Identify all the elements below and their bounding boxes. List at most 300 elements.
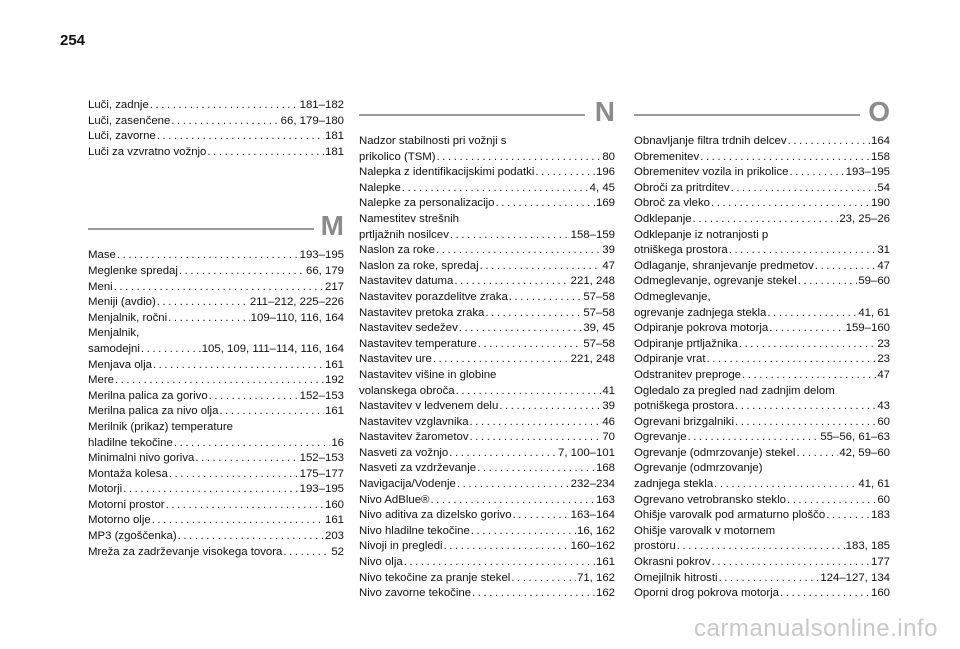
section-divider bbox=[634, 114, 860, 116]
dot-leader bbox=[449, 446, 557, 462]
index-entry-heading-line: Odmeglevanje, bbox=[634, 290, 711, 303]
dot-leader bbox=[712, 555, 870, 571]
index-entry-pages: 211–212, 225–226 bbox=[249, 296, 344, 309]
page-number: 254 bbox=[60, 32, 86, 49]
index-entry bbox=[88, 467, 344, 483]
index-entry-heading-line: Ogrevanje (odmrzovanje) bbox=[634, 462, 763, 475]
index-entry-pages: 163 bbox=[595, 493, 615, 506]
section-letter-m: M bbox=[320, 210, 344, 242]
index-entry-pages: 232–234 bbox=[570, 478, 615, 491]
index-entry-pages: 41, 61 bbox=[858, 478, 890, 491]
dot-leader bbox=[742, 368, 876, 384]
index-entry-pages: 57–58 bbox=[583, 290, 615, 303]
dot-leader bbox=[769, 321, 844, 337]
index-entry-pages: 181 bbox=[324, 130, 344, 143]
dot-leader bbox=[478, 337, 583, 353]
index-entry-pages: 190 bbox=[870, 197, 890, 210]
dot-leader bbox=[171, 114, 279, 130]
index-entry-title: Nalepke za personalizacijo bbox=[359, 197, 495, 210]
index-entry bbox=[634, 368, 890, 384]
dot-leader bbox=[472, 586, 595, 602]
index-entry-pages: 66, 179–180 bbox=[280, 114, 344, 127]
index-entry bbox=[359, 352, 615, 368]
index-entry-pages: 163–164 bbox=[570, 509, 615, 522]
dot-leader bbox=[157, 129, 324, 145]
dot-leader bbox=[815, 259, 876, 275]
index-entry-pages: 183 bbox=[870, 509, 890, 522]
index-entry-title: Nivo tekočine za pranje stekel bbox=[359, 571, 511, 584]
index-entry-title: Nastavitev pretoka zraka bbox=[359, 306, 485, 319]
dot-leader bbox=[141, 342, 201, 358]
dot-leader bbox=[207, 145, 324, 161]
index-entry bbox=[359, 259, 615, 275]
index-entry-pages: 46 bbox=[602, 415, 615, 428]
index-entry bbox=[634, 165, 890, 181]
index-entry bbox=[88, 145, 344, 161]
index-entry bbox=[359, 337, 615, 353]
dot-leader bbox=[436, 243, 601, 259]
dot-leader bbox=[115, 373, 324, 389]
index-entry-pages: 160 bbox=[324, 498, 344, 511]
index-entry-title: Nastavitev temperature bbox=[359, 337, 477, 350]
section-header-o bbox=[634, 98, 890, 130]
index-entry bbox=[88, 248, 344, 264]
dot-leader bbox=[707, 352, 877, 368]
index-entry-pages: 164 bbox=[870, 135, 890, 147]
index-entry-title: Ogrevanje (odmrzovanje) stekel bbox=[634, 446, 796, 459]
dot-leader bbox=[789, 165, 844, 181]
index-entry bbox=[359, 290, 615, 306]
index-entry-title: Naslon za roke bbox=[359, 244, 435, 257]
dot-leader bbox=[152, 513, 324, 529]
index-entry-pages: 57–58 bbox=[583, 306, 615, 319]
dot-leader bbox=[719, 571, 820, 587]
index-entry-title: Motorno olje bbox=[88, 514, 151, 527]
index-entry bbox=[359, 586, 615, 602]
index-entry bbox=[88, 420, 344, 451]
index-entry-title: Odlaganje, shranjevanje predmetov bbox=[634, 259, 814, 272]
index-entry-heading-line: Menjalnik, bbox=[88, 327, 140, 340]
index-entry-title: Odstranitev preproge bbox=[634, 368, 742, 381]
index-entry-title: Meni bbox=[88, 280, 113, 293]
dot-leader bbox=[735, 415, 876, 431]
dot-leader bbox=[688, 430, 820, 446]
index-entry-title: Ogrevani brizgalniki bbox=[634, 415, 735, 428]
dot-leader bbox=[499, 399, 601, 415]
index-entry bbox=[88, 114, 344, 130]
index-entry-pages: 181 bbox=[324, 145, 344, 158]
dot-leader bbox=[457, 477, 570, 493]
dot-leader bbox=[731, 181, 877, 197]
index-entry-title: Nastavitev datuma bbox=[359, 275, 454, 288]
dot-leader bbox=[153, 358, 324, 374]
section-header-n bbox=[359, 98, 615, 130]
index-entry-title: otniškega prostora bbox=[634, 244, 728, 257]
index-entry-pages: 221, 248 bbox=[570, 353, 615, 366]
dot-leader bbox=[513, 508, 570, 524]
index-entry-pages: 160 bbox=[870, 587, 890, 600]
dot-leader bbox=[729, 243, 877, 259]
index-entry-pages: 16, 162 bbox=[576, 524, 615, 537]
index-entry bbox=[634, 493, 890, 509]
index-entry-title: Ogrevanje bbox=[634, 431, 687, 444]
index-entry-title: Nivoji in pregledi bbox=[359, 540, 443, 553]
dot-leader bbox=[511, 571, 576, 587]
index-entry-pages: 16 bbox=[331, 436, 344, 449]
index-entry-pages: 23, 25–26 bbox=[839, 212, 890, 225]
index-entry-pages: 193–195 bbox=[299, 249, 344, 262]
index-entry-title: Navigacija/Vodenje bbox=[359, 478, 456, 491]
index-entry bbox=[634, 352, 890, 368]
index-entry bbox=[359, 306, 615, 322]
index-entry-title: Nalepka z identifikacijskimi podatki bbox=[359, 166, 535, 179]
index-entry bbox=[359, 196, 615, 212]
index-entry-pages: 47 bbox=[877, 368, 890, 381]
index-entry-heading-line: Namestitev strešnih bbox=[359, 212, 460, 225]
index-entry-title: Odmeglevanje, ogrevanje stekel bbox=[634, 275, 797, 288]
index-entry-title: Omejilnik hitrosti bbox=[634, 571, 718, 584]
index-entry bbox=[359, 508, 615, 524]
index-entry-title: zadnjega stekla bbox=[634, 478, 714, 491]
index-entry-title: Mere bbox=[88, 374, 114, 387]
dot-leader bbox=[168, 311, 250, 327]
dot-leader bbox=[437, 150, 602, 166]
index-entry-pages: 54 bbox=[877, 181, 890, 194]
index-entry-title: Luči, zavorne bbox=[88, 130, 156, 143]
index-entry-title: Nastavitev vzglavnika bbox=[359, 415, 469, 428]
index-entry-pages: 57–58 bbox=[583, 337, 615, 350]
index-entry-pages: 168 bbox=[595, 462, 615, 475]
index-entry bbox=[359, 368, 615, 399]
index-entry-title: Odpiranje pokrova motorja bbox=[634, 322, 769, 335]
dot-leader bbox=[174, 436, 330, 452]
index-entry bbox=[634, 290, 890, 321]
index-entry-heading-line: Merilnik (prikaz) temperature bbox=[88, 420, 233, 433]
index-entry-title: Nivo AdBlue® bbox=[359, 493, 430, 506]
index-entry bbox=[88, 451, 344, 467]
index-entry bbox=[88, 513, 344, 529]
index-entry bbox=[634, 150, 890, 166]
index-entry-pages: 193–195 bbox=[299, 483, 344, 496]
index-entry bbox=[88, 358, 344, 374]
dot-leader bbox=[485, 306, 582, 322]
index-entry bbox=[359, 493, 615, 509]
index-entry-title: Nasveti za vzdrževanje bbox=[359, 462, 477, 475]
index-entry-pages: 124–127, 134 bbox=[820, 571, 890, 584]
index-entry bbox=[88, 482, 344, 498]
dot-leader bbox=[711, 196, 870, 212]
index-entry bbox=[88, 498, 344, 514]
index-entry bbox=[88, 326, 344, 357]
index-entry bbox=[634, 461, 890, 492]
index-entry-title: Ogrevano vetrobransko steklo bbox=[634, 493, 786, 506]
dot-leader bbox=[454, 274, 569, 290]
index-entry-title: Nivo aditiva za dizelsko gorivo bbox=[359, 509, 512, 522]
index-entry-title: MP3 (zgoščenka) bbox=[88, 530, 177, 543]
index-entry-pages: 59–60 bbox=[858, 275, 890, 288]
index-entry-title: Menjalnik, ročni bbox=[88, 311, 168, 324]
watermark: carmanualsonline.info bbox=[694, 615, 938, 642]
index-entry-title: Mase bbox=[88, 249, 116, 262]
index-entry-title: Nastavitev ure bbox=[359, 353, 432, 366]
index-entry bbox=[88, 545, 344, 561]
index-entry bbox=[634, 446, 890, 462]
section-header-m bbox=[88, 212, 344, 244]
index-entry-pages: 70 bbox=[602, 431, 615, 444]
index-entry-title: Odpiranje vrat bbox=[634, 353, 706, 366]
index-entry-title: ogrevanje zadnjega stekla bbox=[634, 306, 767, 319]
index-entry-title: Obroč za vleko bbox=[634, 197, 710, 210]
index-entry-pages: 31 bbox=[877, 244, 890, 257]
index-entry-pages: 105, 109, 111–114, 116, 164 bbox=[201, 342, 344, 355]
index-entry-title: Montaža kolesa bbox=[88, 467, 168, 480]
section-divider bbox=[359, 114, 585, 116]
index-entry-pages: 196 bbox=[595, 166, 615, 179]
index-entry-title: Naslon za roke, spredaj bbox=[359, 259, 479, 272]
index-entry-title: Merilna palica za nivo olja bbox=[88, 405, 219, 418]
dot-leader bbox=[404, 555, 595, 571]
dot-leader bbox=[700, 150, 870, 166]
index-entry-title: Obremenitev bbox=[634, 150, 700, 163]
dot-leader bbox=[496, 196, 595, 212]
index-entry-title: Meglenke spredaj bbox=[88, 264, 178, 277]
index-entry-heading-line: Nadzor stabilnosti pri vožnji s bbox=[359, 135, 507, 147]
index-entry-pages: 161 bbox=[324, 405, 344, 418]
dot-leader bbox=[471, 524, 576, 540]
index-entry-pages: 7, 100–101 bbox=[557, 446, 615, 459]
index-entry-pages: 161 bbox=[595, 556, 615, 569]
dot-leader bbox=[166, 498, 324, 514]
index-entry bbox=[359, 274, 615, 290]
index-entry-title: volanskega obroča bbox=[359, 384, 455, 397]
index-entry-title: prostoru bbox=[634, 540, 676, 553]
index-entry bbox=[359, 539, 615, 555]
index-entry-pages: 217 bbox=[324, 280, 344, 293]
dot-leader bbox=[787, 493, 876, 509]
section-letter-n: N bbox=[594, 96, 615, 127]
index-entry-title: Nasveti za vožnjo bbox=[359, 446, 449, 459]
index-entry-pages: 71, 162 bbox=[576, 571, 615, 584]
index-entry-pages: 4, 45 bbox=[589, 181, 615, 194]
dot-leader bbox=[677, 539, 845, 555]
index-entry-title: Obroči za pritrditev bbox=[634, 181, 730, 194]
dot-leader bbox=[123, 482, 298, 498]
index-entry bbox=[634, 555, 890, 571]
entries-o-section bbox=[634, 134, 890, 602]
index-entry bbox=[88, 129, 344, 145]
dot-leader bbox=[826, 508, 870, 524]
index-entry-title: Motorji bbox=[88, 483, 123, 496]
index-entry-pages: 47 bbox=[877, 259, 890, 272]
index-entry bbox=[634, 384, 890, 415]
index-entry-pages: 152–153 bbox=[299, 389, 344, 402]
index-entry-pages: 39 bbox=[602, 244, 615, 257]
index-entry-pages: 41, 61 bbox=[858, 306, 890, 319]
index-column-2 bbox=[359, 98, 615, 602]
dot-leader bbox=[209, 389, 299, 405]
dot-leader bbox=[739, 337, 876, 353]
index-entry-title: Merilna palica za gorivo bbox=[88, 389, 208, 402]
dot-leader bbox=[433, 352, 570, 368]
dot-leader bbox=[283, 545, 330, 561]
index-entry-title: Odklepanje bbox=[634, 212, 692, 225]
section-divider bbox=[88, 228, 314, 230]
entries-n-section bbox=[359, 134, 615, 602]
index-entry-pages: 183, 185 bbox=[845, 540, 890, 553]
index-entry-pages: 158–159 bbox=[570, 228, 615, 241]
index-entry-title: Nivo olja bbox=[359, 556, 403, 569]
dot-leader bbox=[150, 98, 299, 114]
index-entry-pages: 162 bbox=[595, 587, 615, 600]
index-entry bbox=[359, 415, 615, 431]
index-entry-title: prtljažnih nosilcev bbox=[359, 228, 449, 241]
index-entry-title: prikolico (TSM) bbox=[359, 150, 436, 163]
dot-leader bbox=[402, 181, 589, 197]
index-entry-pages: 60 bbox=[877, 415, 890, 428]
index-entry bbox=[359, 571, 615, 587]
dot-leader bbox=[219, 404, 324, 420]
index-entry bbox=[634, 196, 890, 212]
index-entry-title: Menjava olja bbox=[88, 358, 152, 371]
dot-leader bbox=[114, 280, 324, 296]
index-entry bbox=[359, 321, 615, 337]
index-entry bbox=[359, 430, 615, 446]
index-entry-pages: 175–177 bbox=[299, 467, 344, 480]
index-entry-title: Obnavljanje filtra trdnih delcev bbox=[634, 135, 787, 147]
index-entry-heading-line: Odklepanje iz notranjosti p bbox=[634, 228, 769, 241]
index-entry-pages: 203 bbox=[324, 530, 344, 543]
index-entry bbox=[634, 134, 890, 150]
dot-leader bbox=[693, 212, 839, 228]
index-entry-pages: 39 bbox=[602, 400, 615, 413]
index-entry-title: Nastavitev v ledvenem delu bbox=[359, 400, 499, 413]
dot-leader bbox=[509, 290, 583, 306]
index-entry-pages: 160–162 bbox=[570, 540, 615, 553]
dot-leader bbox=[117, 248, 299, 264]
index-column-3 bbox=[634, 98, 890, 602]
index-entry-pages: 193–195 bbox=[845, 166, 890, 179]
index-entry-title: Luči, zasenčene bbox=[88, 114, 171, 127]
index-entry bbox=[88, 404, 344, 420]
index-entry bbox=[634, 586, 890, 602]
dot-leader bbox=[535, 165, 595, 181]
index-entry bbox=[634, 508, 890, 524]
index-entry-pages: 60 bbox=[877, 493, 890, 506]
index-entry-title: Mreža za zadrževanje visokega tovora bbox=[88, 545, 283, 558]
dot-leader bbox=[179, 264, 305, 280]
index-column-1 bbox=[88, 98, 344, 560]
dot-leader bbox=[444, 539, 570, 555]
index-entry bbox=[359, 181, 615, 197]
dot-leader bbox=[480, 259, 602, 275]
index-entry-heading-line: Ogledalo za pregled nad zadnjim delom bbox=[634, 384, 835, 397]
index-entry-heading-line: Nastavitev višine in globine bbox=[359, 368, 497, 381]
index-entry-pages: 161 bbox=[324, 358, 344, 371]
index-entry-title: hladilne tekočine bbox=[88, 436, 173, 449]
index-entry bbox=[88, 280, 344, 296]
index-entry bbox=[88, 529, 344, 545]
index-entry-pages: 47 bbox=[602, 259, 615, 272]
index-entry-pages: 66, 179 bbox=[305, 264, 344, 277]
index-entry-title: Luči za vzvratno vožnjo bbox=[88, 145, 207, 158]
dot-leader bbox=[780, 586, 870, 602]
index-entry bbox=[634, 212, 890, 228]
index-entry-title: Nivo zavorne tekočine bbox=[359, 587, 472, 600]
index-entry bbox=[634, 181, 890, 197]
index-entry-pages: 55–56, 61–63 bbox=[820, 431, 890, 444]
index-entry-title: Motorni prostor bbox=[88, 498, 165, 511]
index-entry bbox=[359, 446, 615, 462]
dot-leader bbox=[430, 493, 595, 509]
index-entry-pages: 177 bbox=[870, 556, 890, 569]
dot-leader bbox=[169, 467, 299, 483]
dot-leader bbox=[470, 415, 602, 431]
index-entry bbox=[634, 571, 890, 587]
dot-leader bbox=[798, 274, 858, 290]
index-entry bbox=[88, 264, 344, 280]
index-entry bbox=[634, 337, 890, 353]
index-entry-title: Okrasni pokrov bbox=[634, 556, 711, 569]
index-entry bbox=[359, 134, 615, 165]
index-entry bbox=[634, 228, 890, 259]
index-entry bbox=[359, 461, 615, 477]
dot-leader bbox=[456, 384, 602, 400]
index-entry-pages: 41 bbox=[602, 384, 615, 397]
index-entry bbox=[634, 415, 890, 431]
index-entry bbox=[359, 477, 615, 493]
dot-leader bbox=[470, 430, 602, 446]
dot-leader bbox=[157, 295, 249, 311]
index-entry-title: Oporni drog pokrova motorja bbox=[634, 587, 779, 600]
index-entry-pages: 39, 45 bbox=[583, 322, 615, 335]
section-letter-o: O bbox=[868, 96, 890, 127]
index-entry bbox=[634, 321, 890, 337]
index-entry-title: Nastavitev porazdelitve zraka bbox=[359, 290, 508, 303]
dot-leader bbox=[796, 446, 838, 462]
dot-leader bbox=[735, 399, 876, 415]
index-entry-title: Odpiranje prtljažnika bbox=[634, 337, 738, 350]
index-entry bbox=[88, 295, 344, 311]
index-entry bbox=[359, 243, 615, 259]
index-entry-pages: 169 bbox=[595, 197, 615, 210]
index-entry-pages: 80 bbox=[602, 150, 615, 163]
index-entry bbox=[88, 389, 344, 405]
index-entry-pages: 42, 59–60 bbox=[839, 446, 890, 459]
index-entry-pages: 221, 248 bbox=[570, 275, 615, 288]
index-entry-pages: 161 bbox=[324, 514, 344, 527]
index-entry bbox=[359, 212, 615, 243]
index-entry-title: Meniji (avdio) bbox=[88, 296, 156, 309]
index-entry bbox=[359, 165, 615, 181]
index-entry-pages: 181–182 bbox=[299, 99, 344, 111]
index-entry bbox=[359, 399, 615, 415]
index-entry bbox=[359, 524, 615, 540]
index-entry bbox=[359, 555, 615, 571]
dot-leader bbox=[767, 306, 857, 322]
index-entry bbox=[88, 98, 344, 114]
index-entry-pages: 52 bbox=[331, 545, 344, 558]
index-entry bbox=[88, 373, 344, 389]
dot-leader bbox=[178, 529, 324, 545]
index-entry-pages: 159–160 bbox=[845, 322, 890, 335]
index-entry-title: Nastavitev žarometov bbox=[359, 431, 469, 444]
index-entry-pages: 23 bbox=[877, 353, 890, 366]
index-entry-title: Nalepke bbox=[359, 181, 401, 194]
index-entry-title: Nivo hladilne tekočine bbox=[359, 524, 470, 537]
dot-leader bbox=[714, 477, 857, 493]
index-entry-title: potniškega prostora bbox=[634, 400, 735, 413]
index-entry-pages: 43 bbox=[877, 400, 890, 413]
